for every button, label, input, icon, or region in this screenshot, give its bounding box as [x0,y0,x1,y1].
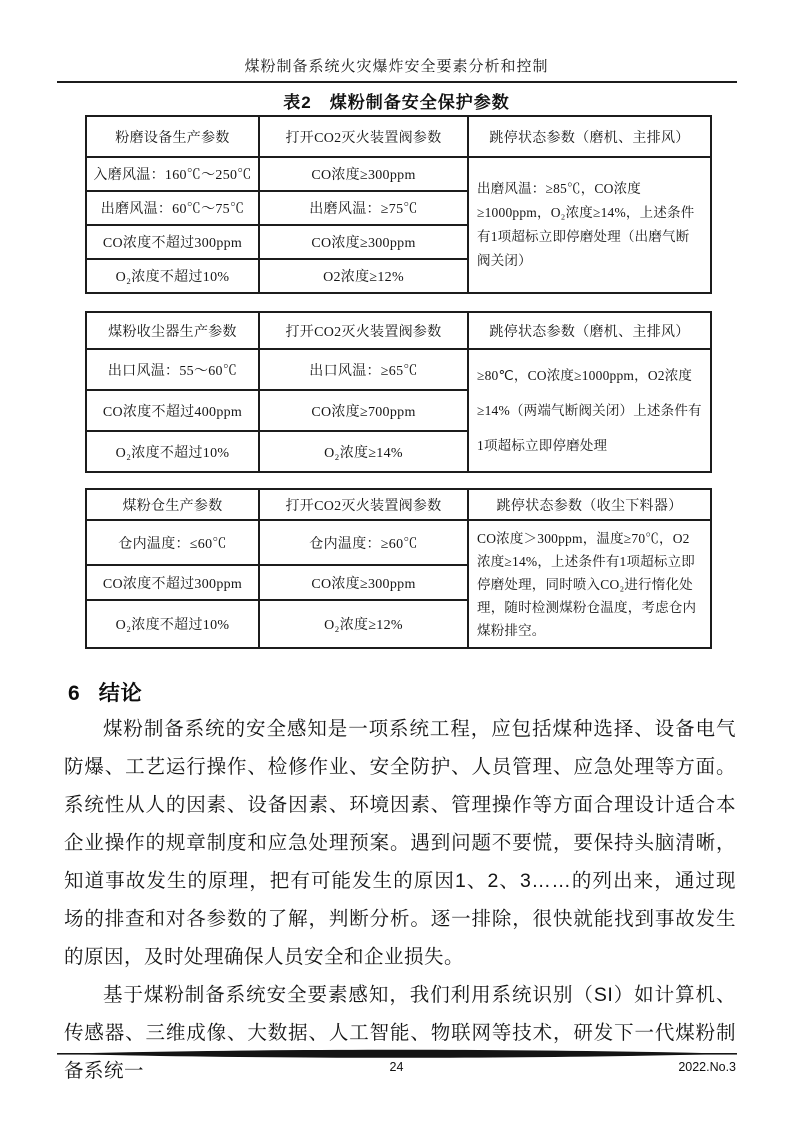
safety-table-coal-bin [85,488,712,649]
table-cell: CO浓度≥700ppm [259,390,468,431]
table-cell: CO浓度不超过400ppm [86,390,259,431]
table-cell: O₂浓度≥12% [259,600,468,648]
section-heading [68,677,143,707]
table-cell: 出口风温：≥65℃ [259,349,468,390]
table-cell: 出磨风温：60℃～75℃ [86,191,259,225]
table-cell: CO浓度≥300ppm [259,565,468,600]
table-row [86,349,711,390]
table-header-row [86,116,711,157]
table-header-cell: 打开CO2灭火装置阀参数 [259,489,468,520]
issue-label: 2022.No.3 [678,1060,736,1074]
table-cell: O₂浓度≥14% [259,431,468,472]
table-header-cell: 粉磨设备生产参数 [86,116,259,157]
safety-table-dust-collector [85,311,712,473]
table-header-row [86,489,711,520]
body-text [64,710,736,1090]
table-row [86,157,711,191]
table-cell: CO浓度≥300ppm [259,225,468,259]
table-header-cell: 跳停状态参数（磨机、主排风） [468,312,711,349]
header-rule [57,81,737,83]
table-caption: 表2 煤粉制备安全保护参数 [283,93,510,112]
table-header-row [86,312,711,349]
table-cell: 出磨风温：≥75℃ [259,191,468,225]
table-cell: 仓内温度：≤60℃ [86,520,259,565]
table-cell: O₂浓度不超过10% [86,600,259,648]
page-number: 24 [389,1060,404,1074]
table-cell: CO浓度不超过300ppm [86,565,259,600]
table-note-cell: ≥80℃，CO浓度≥1000ppm，O2浓度≥14%（两端气断阀关闭）上述条件有1项超标立即停磨处理 [468,349,711,472]
table-cell: CO浓度≥300ppm [259,157,468,191]
table-note-cell: CO浓度＞300ppm，温度≥70℃，O2浓度≥14%，上述条件有1项超标立即停磨处理，同时喷入CO₂进行惰化处理，随时检测煤粉仓温度，考虑仓内煤粉排空。 [468,520,711,648]
table-cell: O2浓度≥12% [259,259,468,293]
section-title: 结论 [98,682,143,705]
paragraph: 煤粉制备系统的安全感知是一项系统工程，应包括煤种选择、设备电气防爆、工艺运行操作、检修作业、安全防护、人员管理、应急处理等方面。系统性从人的因素、设备因素、环境因素、管理操作等方面合理设计适合本企业操作的规章制度和应急处理预案。遇到问题不要慌，要保持头脑清晰，知道事故发生的原理，把有可能发生的原因1、2、3……的列出来，通过现场的排查和对各参数的了解，判断分析。逐一排除，很快就能找到事故发生的原因，及时处理确保人员安全和企业损失。 [64,718,736,968]
table-cell: O₂浓度不超过10% [86,259,259,293]
table-header-cell: 跳停状态参数（收尘下料器） [468,489,711,520]
section-number: 6 [68,682,81,705]
table-row [86,520,711,565]
table-cell: CO浓度不超过300ppm [86,225,259,259]
table-header-cell: 煤粉收尘器生产参数 [86,312,259,349]
table-cell: O₂浓度不超过10% [86,431,259,472]
table-cell: 仓内温度：≥60℃ [259,520,468,565]
table-note-cell: 出磨风温：≥85℃，CO浓度≥1000ppm，O₂浓度≥14%，上述条件有1项超标立即停磨处理（出磨气断阀关闭） [468,157,711,293]
table-header-cell: 打开CO2灭火装置阀参数 [259,312,468,349]
footer-rule [57,1049,737,1059]
table-header-cell: 打开CO2灭火装置阀参数 [259,116,468,157]
table-cell: 入磨风温：160℃～250℃ [86,157,259,191]
table-header-cell: 跳停状态参数（磨机、主排风） [468,116,711,157]
table-cell: 出口风温：55～60℃ [86,349,259,390]
safety-table-mill [85,115,712,294]
paragraph: 基于煤粉制备系统安全要素感知，我们利用系统识别（SI）如计算机、传感器、三维成像、大数据、人工智能、物联网等技术，研发下一代煤粉制备系统一 [64,984,736,1082]
table-header-cell: 煤粉仓生产参数 [86,489,259,520]
running-head-title: 煤粉制备系统火灾爆炸安全要素分析和控制 [244,59,549,75]
